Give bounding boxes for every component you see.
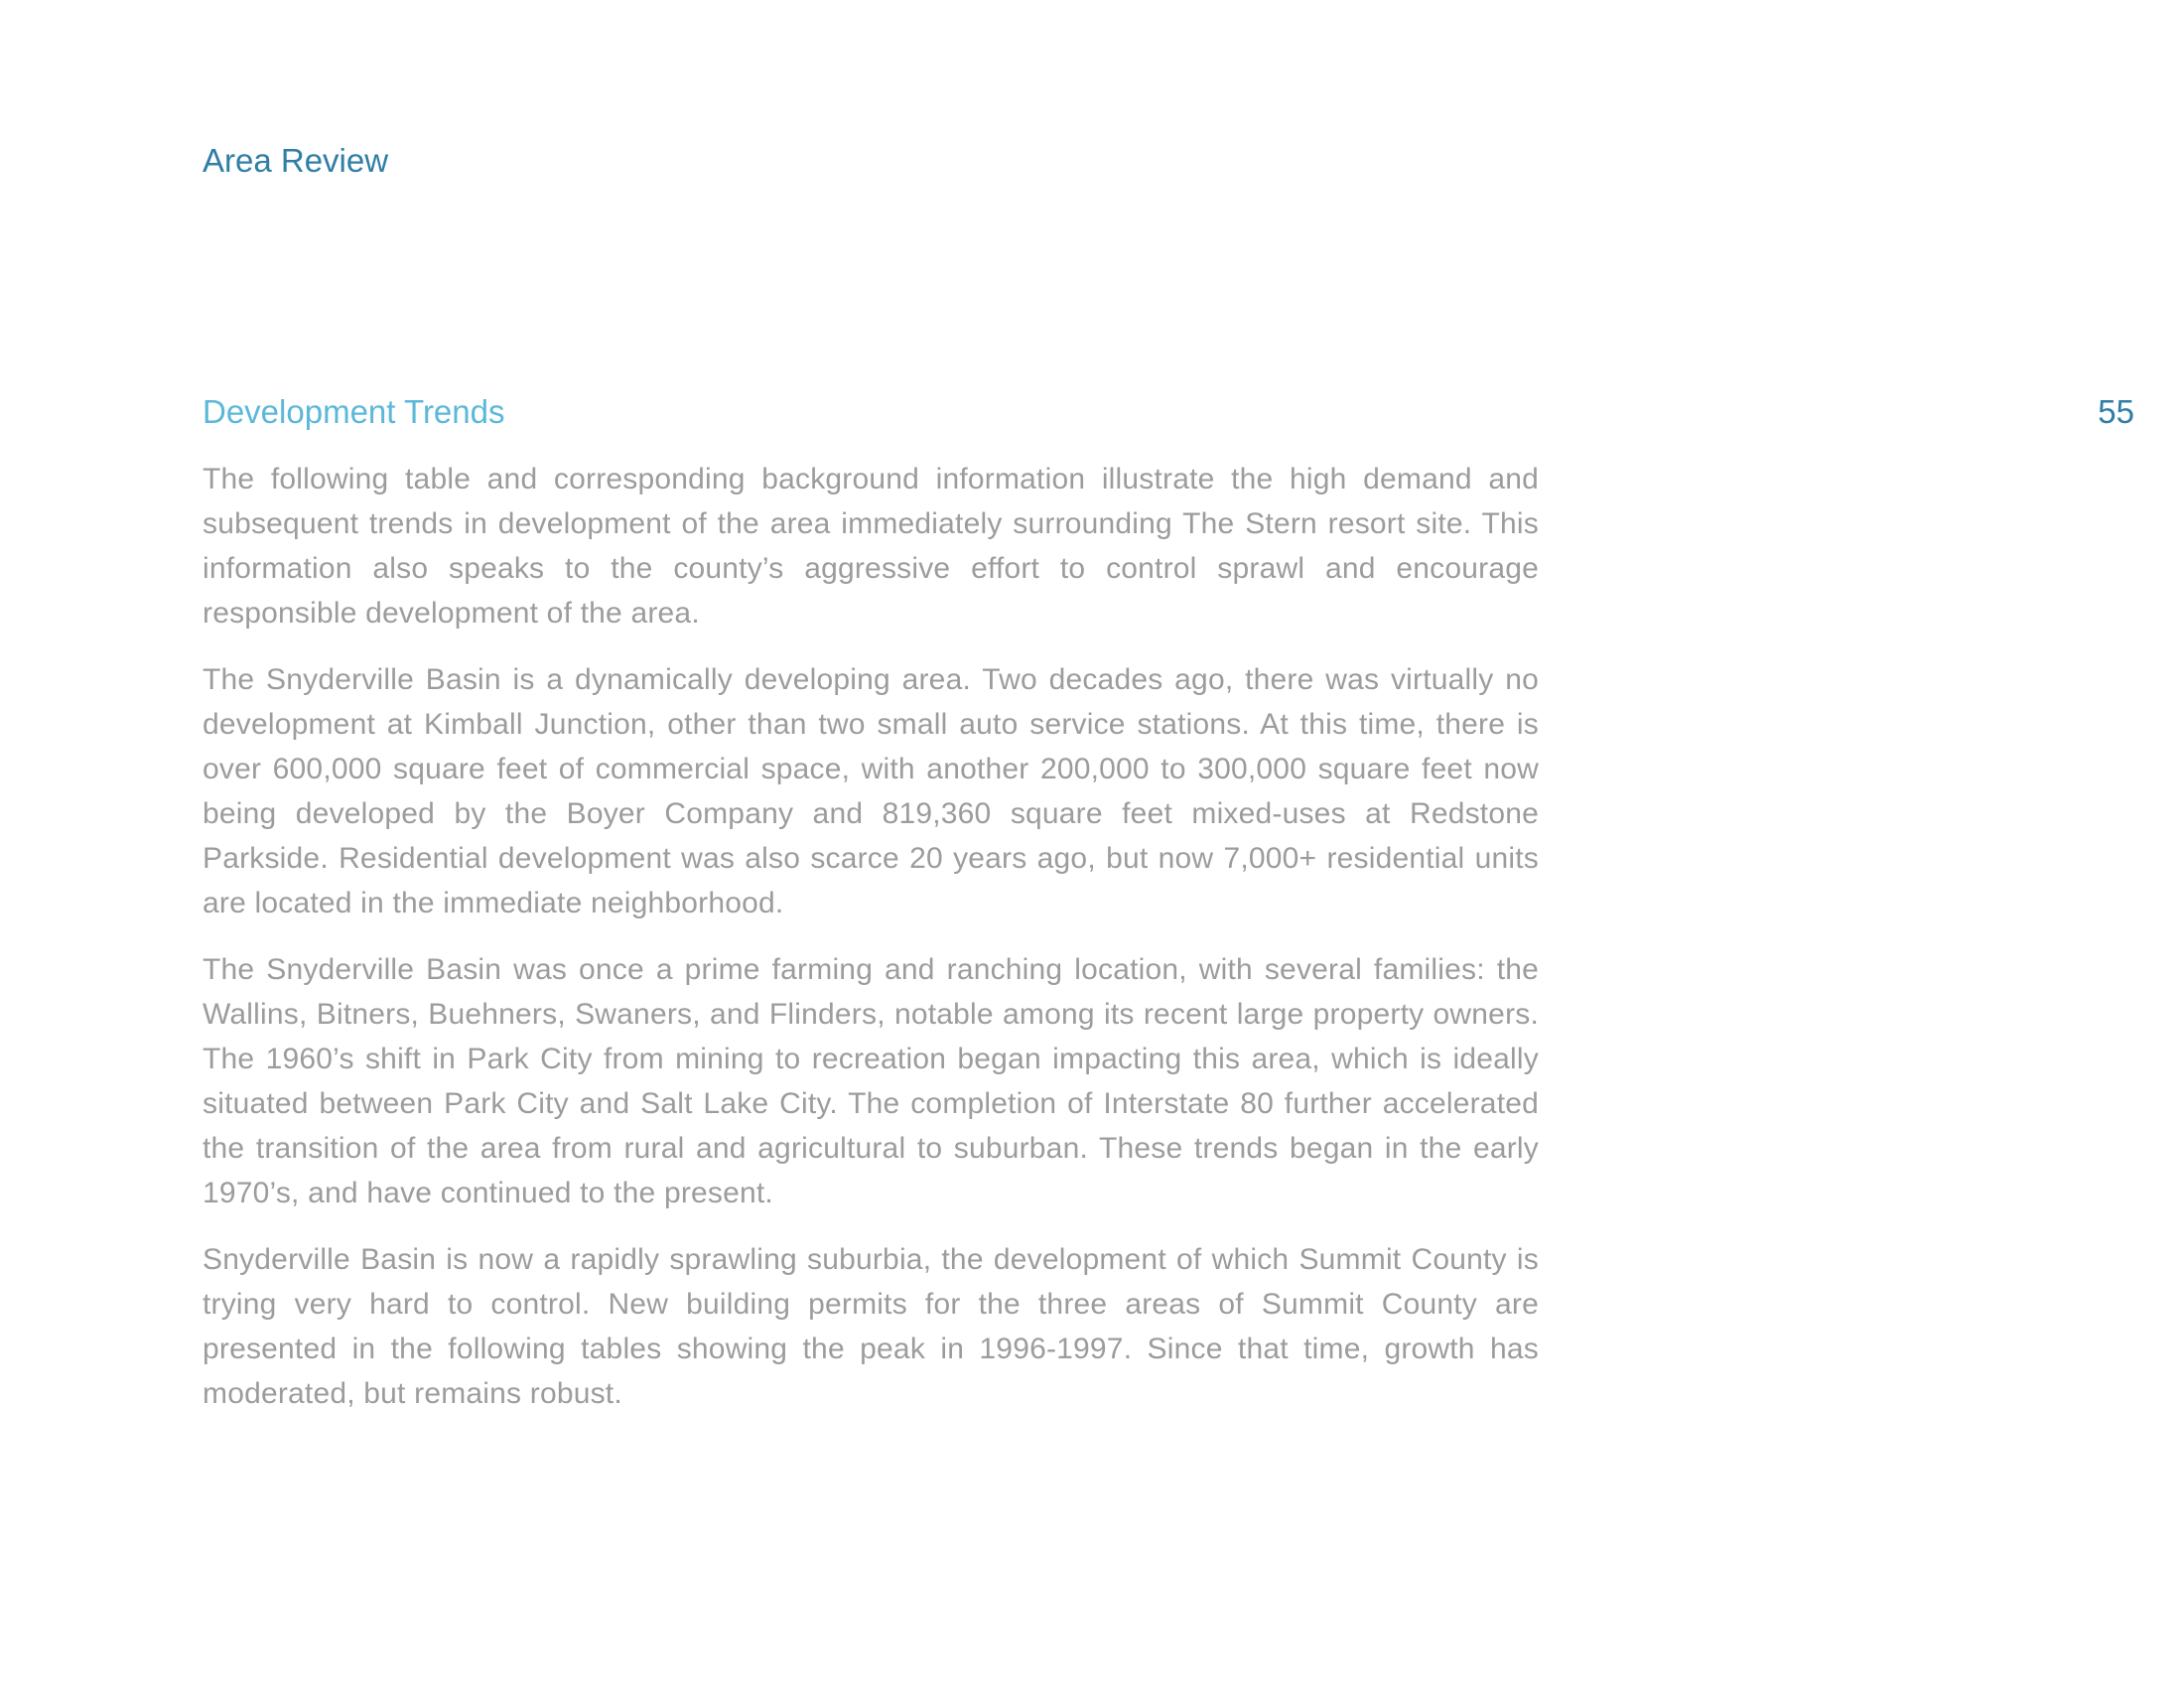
paragraph: The following table and corresponding background information illustrate the high demand and subsequent trends in development of the area immediately surrounding The Stern resort site. This information also speaks to the county’s aggressive effort to control sprawl and encourage responsible development of the area. xyxy=(203,463,1539,630)
section-header: Area Review xyxy=(203,142,389,179)
paragraph: The Snyderville Basin is a dynamically developing area. Two decades ago, there was virtually no development at Kimball Junction, other than two small auto service stations. At this time, there is over 600,000 square feet of commercial space, with another 200,000 to 300,000 square feet now being developed by the Boyer Company and 819,360 square feet mixed-uses at Redstone Parkside. Residential development was also scarce 20 years ago, but now 7,000+ residential units are located in the immediate neighborhood. xyxy=(203,663,1539,919)
page-number: 55 xyxy=(2098,393,2134,430)
body-text xyxy=(203,457,1539,1438)
page-title: Development Trends xyxy=(203,393,505,430)
paragraph: The Snyderville Basin was once a prime farming and ranching location, with several families: the Wallins, Bitners, Buehners, Swaners, and Flinders, notable among its recent large property owners. The 1960’s shift in Park City from mining to recreation began impacting this area, which is ideally situated between Park City and Salt Lake City. The completion of Interstate 80 further accelerated the transition of the area from rural and agricultural to suburban. These trends began in the early 1970’s, and have continued to the present. xyxy=(203,953,1539,1209)
paragraph: Snyderville Basin is now a rapidly sprawling suburbia, the development of which Summit County is trying very hard to control. New building permits for the three areas of Summit County are presented in the following tables showing the peak in 1996-1997. Since that time, growth has moderated, but remains robust. xyxy=(203,1243,1539,1410)
